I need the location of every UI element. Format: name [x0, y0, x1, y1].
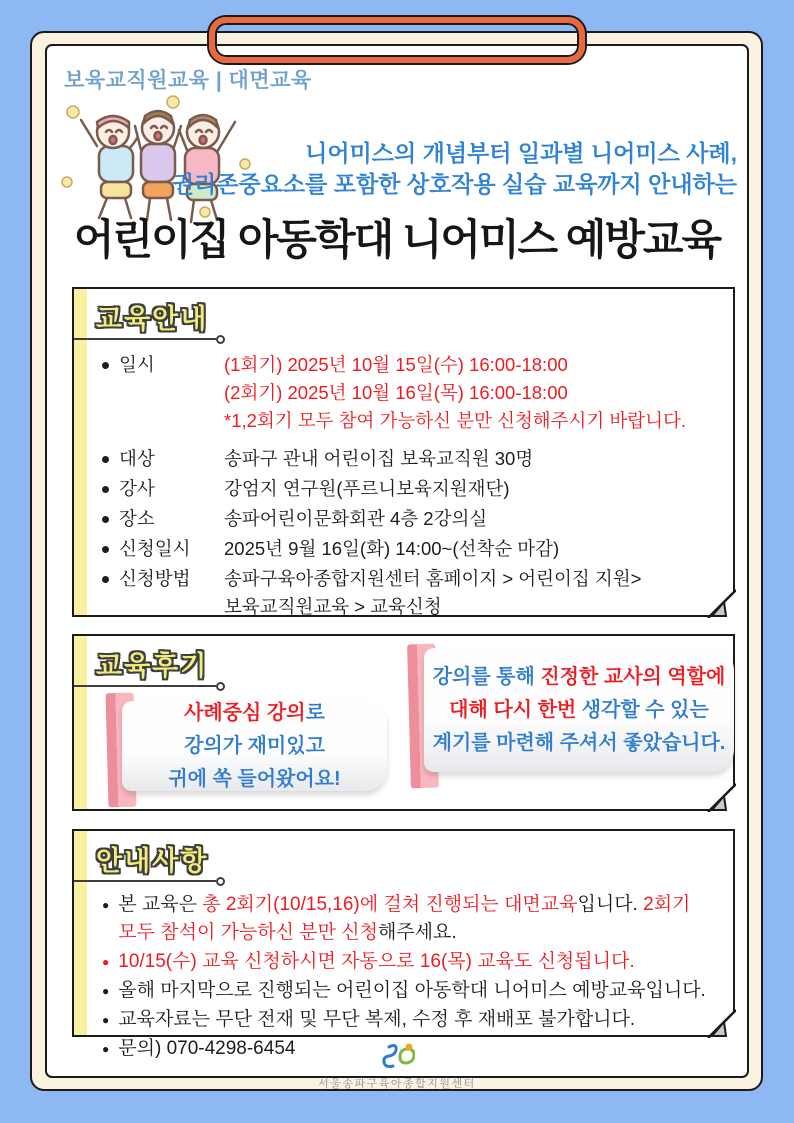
yellow-stripe [74, 831, 87, 1035]
info-value: 송파구 관내 어린이집 보육교직원 30명 [224, 448, 534, 469]
poster-subtitle [172, 138, 737, 200]
paper-clip-icon [209, 17, 585, 63]
bullet-icon [102, 456, 109, 463]
center-logo-icon [379, 1043, 415, 1069]
review-bubble-left [107, 701, 387, 791]
info-value: 강엄지 연구원(푸르니보육지원재단) [224, 478, 510, 499]
bullet-icon [102, 546, 109, 553]
section-heading: 안내사항 [96, 846, 209, 876]
info-row [102, 445, 719, 473]
poster-sheet [45, 44, 749, 1090]
review-note: 사례중심 강의로 강의가 재미있고 귀에 쏙 들어왔어요! [122, 701, 387, 791]
bullet-icon [102, 486, 109, 493]
section-heading: 교육후기 [96, 651, 209, 681]
section-notices [72, 829, 735, 1059]
notice-item: ● 올해 마지막으로 진행되는 어린이집 아동학대 니어미스 예방교육입니다. [102, 977, 709, 1005]
bullet-icon: ● [102, 984, 110, 998]
info-value: 송파어린이문화회관 4층 2강의실 [224, 508, 488, 529]
info-label: 강사 [102, 475, 224, 503]
info-row [102, 535, 719, 563]
poster-title: 어린이집 아동학대 니어미스 예방교육 [73, 216, 721, 263]
info-value: 송파구육아종합지원센터 홈페이지 > 어린이집 지원> 보육교직원교육 > 교육신청 [224, 568, 642, 617]
category-badge: 보육교직원교육 | 대면교육 [64, 69, 312, 92]
organization-name: 서울송파구육아종합지원센터 [318, 1078, 476, 1090]
page-fold-icon [706, 782, 736, 812]
info-row [102, 475, 719, 503]
bullet-icon: ● [102, 898, 110, 912]
review-note: 강의를 통해 진정한 교사의 역할에 대해 다시 한번 생각할 수 있는 계기를 마련해 주셔서 좋았습니다. [424, 648, 734, 772]
section-education-info [72, 287, 735, 617]
bullet-icon: ● [102, 955, 110, 969]
info-label: 신청일시 [102, 535, 224, 563]
notice-item: ● 본 교육은 총 2회기(10/15,16)에 걸쳐 진행되는 대면교육입니다. 2회기 모두 참석이 가능하신 분만 신청해주세요. [102, 891, 709, 947]
section-heading: 교육안내 [96, 304, 209, 334]
info-label: 일시 [102, 351, 224, 435]
page-fold-icon [706, 1008, 736, 1038]
poster-paper [30, 31, 763, 1091]
info-label: 대상 [102, 445, 224, 473]
notice-item: ● 교육자료는 무단 전재 및 무단 복제, 수정 후 재배포 불가합니다. [102, 1006, 709, 1034]
heading-underline [74, 338, 216, 340]
review-bubble-right [409, 648, 734, 772]
info-label: 장소 [102, 505, 224, 533]
info-row [102, 565, 719, 621]
info-value: 2025년 9월 16일(화) 14:00~(선착순 마감) [224, 538, 560, 559]
notice-item: ● 문의) 070-4298-6454 [102, 1035, 709, 1063]
info-value: (1회기) 2025년 10월 15일(수) 16:00-18:00 (2회기) 2025년 10월 16일(목) 16:00-18:00 *1,2회기 모두 참여 가능하신 분만 신청해주시기 바랍니다. [224, 354, 687, 431]
bullet-icon [102, 576, 109, 583]
info-row [102, 351, 719, 435]
bullet-icon [102, 362, 109, 369]
heading-underline [74, 880, 216, 882]
bullet-icon: ● [102, 1042, 110, 1056]
info-rows [102, 351, 719, 623]
heading-underline [74, 685, 216, 687]
yellow-stripe [74, 636, 87, 809]
footer [47, 1043, 747, 1091]
notice-list [102, 891, 709, 1064]
section-reviews [72, 634, 735, 811]
subtitle-line1: 니어미스의 개념부터 일과별 니어미스 사례, [305, 140, 737, 166]
info-row [102, 505, 719, 533]
notice-item: ● 10/15(수) 교육 신청하시면 자동으로 16(목) 교육도 신청됩니다. [102, 948, 709, 976]
bullet-icon [102, 516, 109, 523]
page-fold-icon [706, 588, 736, 618]
bullet-icon: ● [102, 1013, 110, 1027]
subtitle-line2: 권리존중요소를 포함한 상호작용 실습 교육까지 안내하는 [171, 171, 737, 197]
info-label: 신청방법 [102, 565, 224, 621]
